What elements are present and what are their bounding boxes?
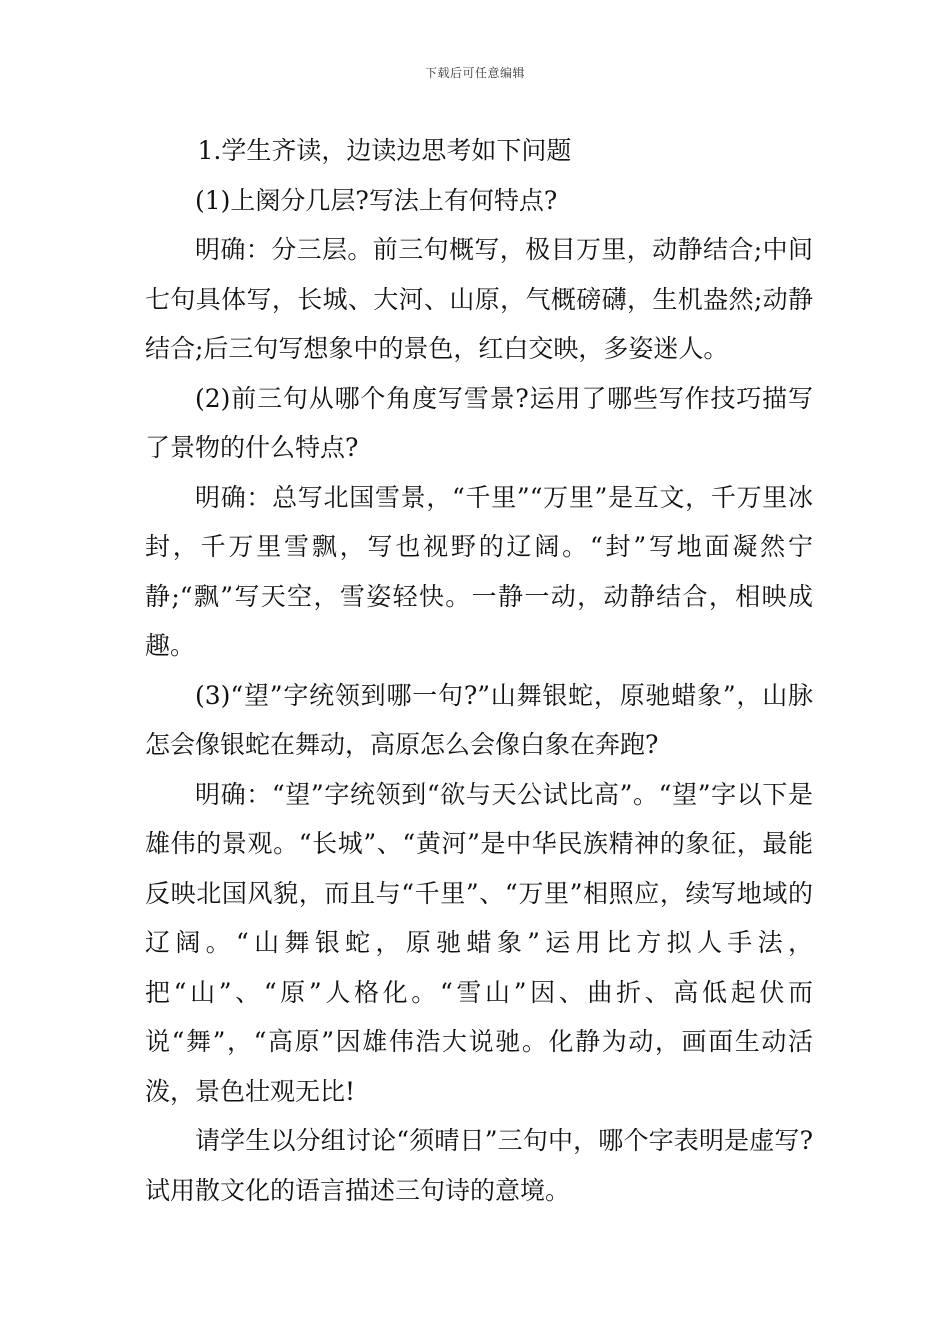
paragraph-question-3: (3)“望”字统领到哪一句?”山舞银蛇，原驰蜡象”，山脉怎会像银蛇在舞动，高原怎么会像白象在奔跑? bbox=[145, 680, 813, 759]
paragraph-answer-1: 明确：分三层。前三句概写，极目万里，动静结合;中间七句具体写，长城、大河、山原，气概磅礴，生机盎然;动静结合;后三句写想象中的景色，红白交映，多姿迷人。 bbox=[145, 235, 813, 363]
page-header: 下载后可任意编辑 bbox=[424, 66, 525, 80]
document-body bbox=[145, 126, 813, 1215]
paragraph-question-intro: 1.学生齐读，边读边思考如下问题 bbox=[197, 136, 572, 165]
paragraph-answer-3: 明确：“望”字统领到“欲与天公试比高”。“望”字以下是雄伟的景观。“长城”、“黄河”是中华民族精神的象征，最能反映北国风貌，而且与“千里”、“万里”相照应，续写地域的辽阔。“山舞银蛇，原驰蜡象”运用比方拟人手法，把“山”、“原”人格化。“雪山”因、曲折、高低起伏而说“舞”，“高原”因雄伟浩大说驰。化静为动，画面生动活泼，景色壮观无比! bbox=[145, 779, 813, 1106]
paragraph-discussion-task: 请学生以分组讨论“须晴日”三句中，哪个字表明是虚写?试用散文化的语言描述三句诗的意境。 bbox=[145, 1126, 813, 1205]
paragraph-answer-2: 明确：总写北国雪景，“千里”“万里”是互文，千万里冰封，千万里雪飘，写也视野的辽阔。“封”写地面凝然宁静;“飘”写天空，雪姿轻快。一静一动，动静结合，相映成趣。 bbox=[145, 482, 813, 660]
paragraph-question-1: (1)上阕分几层?写法上有何特点? bbox=[195, 185, 558, 215]
paragraph-question-2: (2)前三句从哪个角度写雪景?运用了哪些写作技巧描写了景物的什么特点? bbox=[145, 383, 813, 462]
